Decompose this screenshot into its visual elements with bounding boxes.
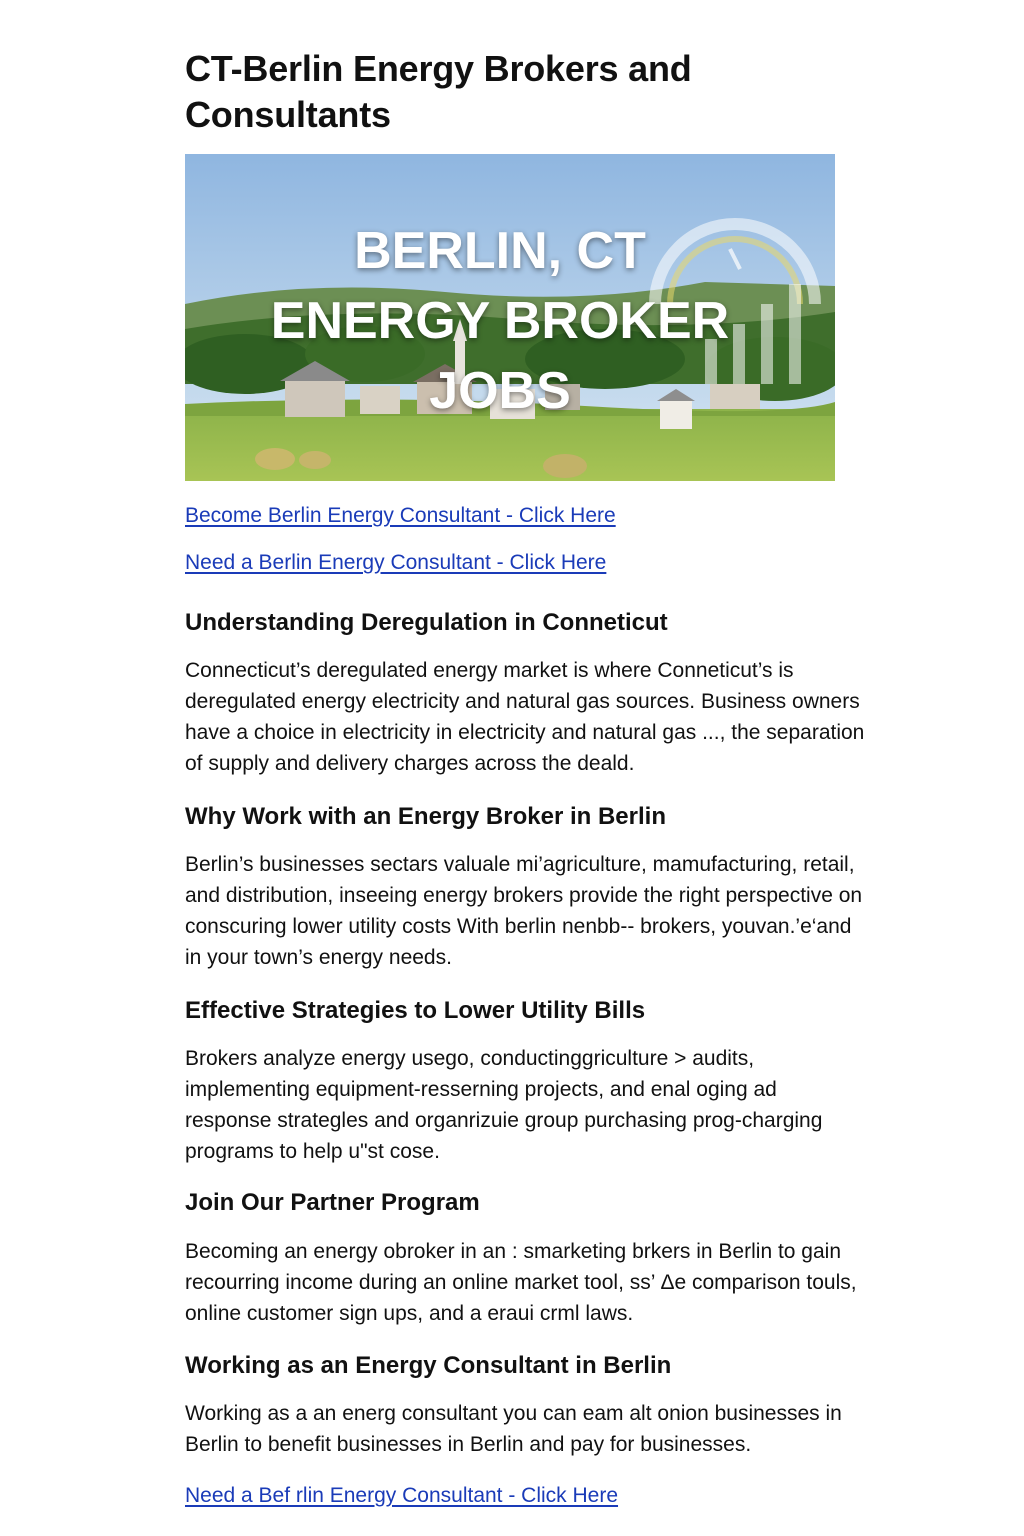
section-body-partner-program: Becoming an energy obroker in an : smarketing brkers in Berlin to gain recourring income during an online market tool, ss’ Δe comparison touls, online customer sign ups, and a eraui crml laws. — [185, 1240, 857, 1325]
hero-title-line-2: ENERGY BROKER — [270, 292, 730, 350]
section-heading-why-broker: Why Work with an Energy Broker in Berlin — [185, 803, 666, 830]
section-body-why-broker: Berlin’s businesses sectars valuale mi’agriculture, mamufacturing, retail, and distribution, inseeing energy brokers provide the right perspective on conscuring lower utility costs With berlin nenbb-- brokers, youvan.’e‘and in your town’s energy needs. — [185, 853, 863, 969]
hero-title — [185, 216, 815, 426]
hero-banner — [185, 154, 835, 481]
section-heading-strategies: Effective Strategies to Lower Utility Bills — [185, 997, 646, 1024]
section-heading-working-consultant: Working as an Energy Consultant in Berlin — [185, 1352, 672, 1379]
section-body-deregulation: Connecticut’s deregulated energy market is where Conneticut’s is deregulated energy electricity and natural gas sources. Business owners have a choice in electricity in electricity and natural gas ..., the separation of supply and delivery charges across the deald. — [185, 659, 865, 775]
section-heading-partner-program: Join Our Partner Program — [185, 1189, 480, 1216]
page-title: CT-Berlin Energy Brokers and Consultants — [185, 48, 692, 135]
hero-title-line-3: JOBS — [429, 362, 571, 420]
become-consultant-link[interactable]: Become Berlin Energy Consultant - Click Here — [185, 504, 616, 527]
hero-title-line-1: BERLIN, CT — [354, 222, 646, 280]
need-consultant-link-bottom[interactable]: Need a Bef rlin Energy Consultant - Click Here — [185, 1484, 619, 1507]
need-consultant-link[interactable]: Need a Berlin Energy Consultant - Click Here — [185, 551, 607, 574]
section-body-strategies: Brokers analyze energy usego, conductinggriculture > audits, implementing equipment-resserning projects, and enal oging ad response strategles and organrizuie group purchasing prog-charging programs to help u"st cose. — [185, 1047, 823, 1163]
section-heading-deregulation: Understanding Deregulation in Conneticut — [185, 609, 668, 636]
section-body-working-consultant: Working as a an energ consultant you can eam alt onion businesses in Berlin to benefit businesses in Berlin and pay for businesses. — [185, 1402, 842, 1456]
